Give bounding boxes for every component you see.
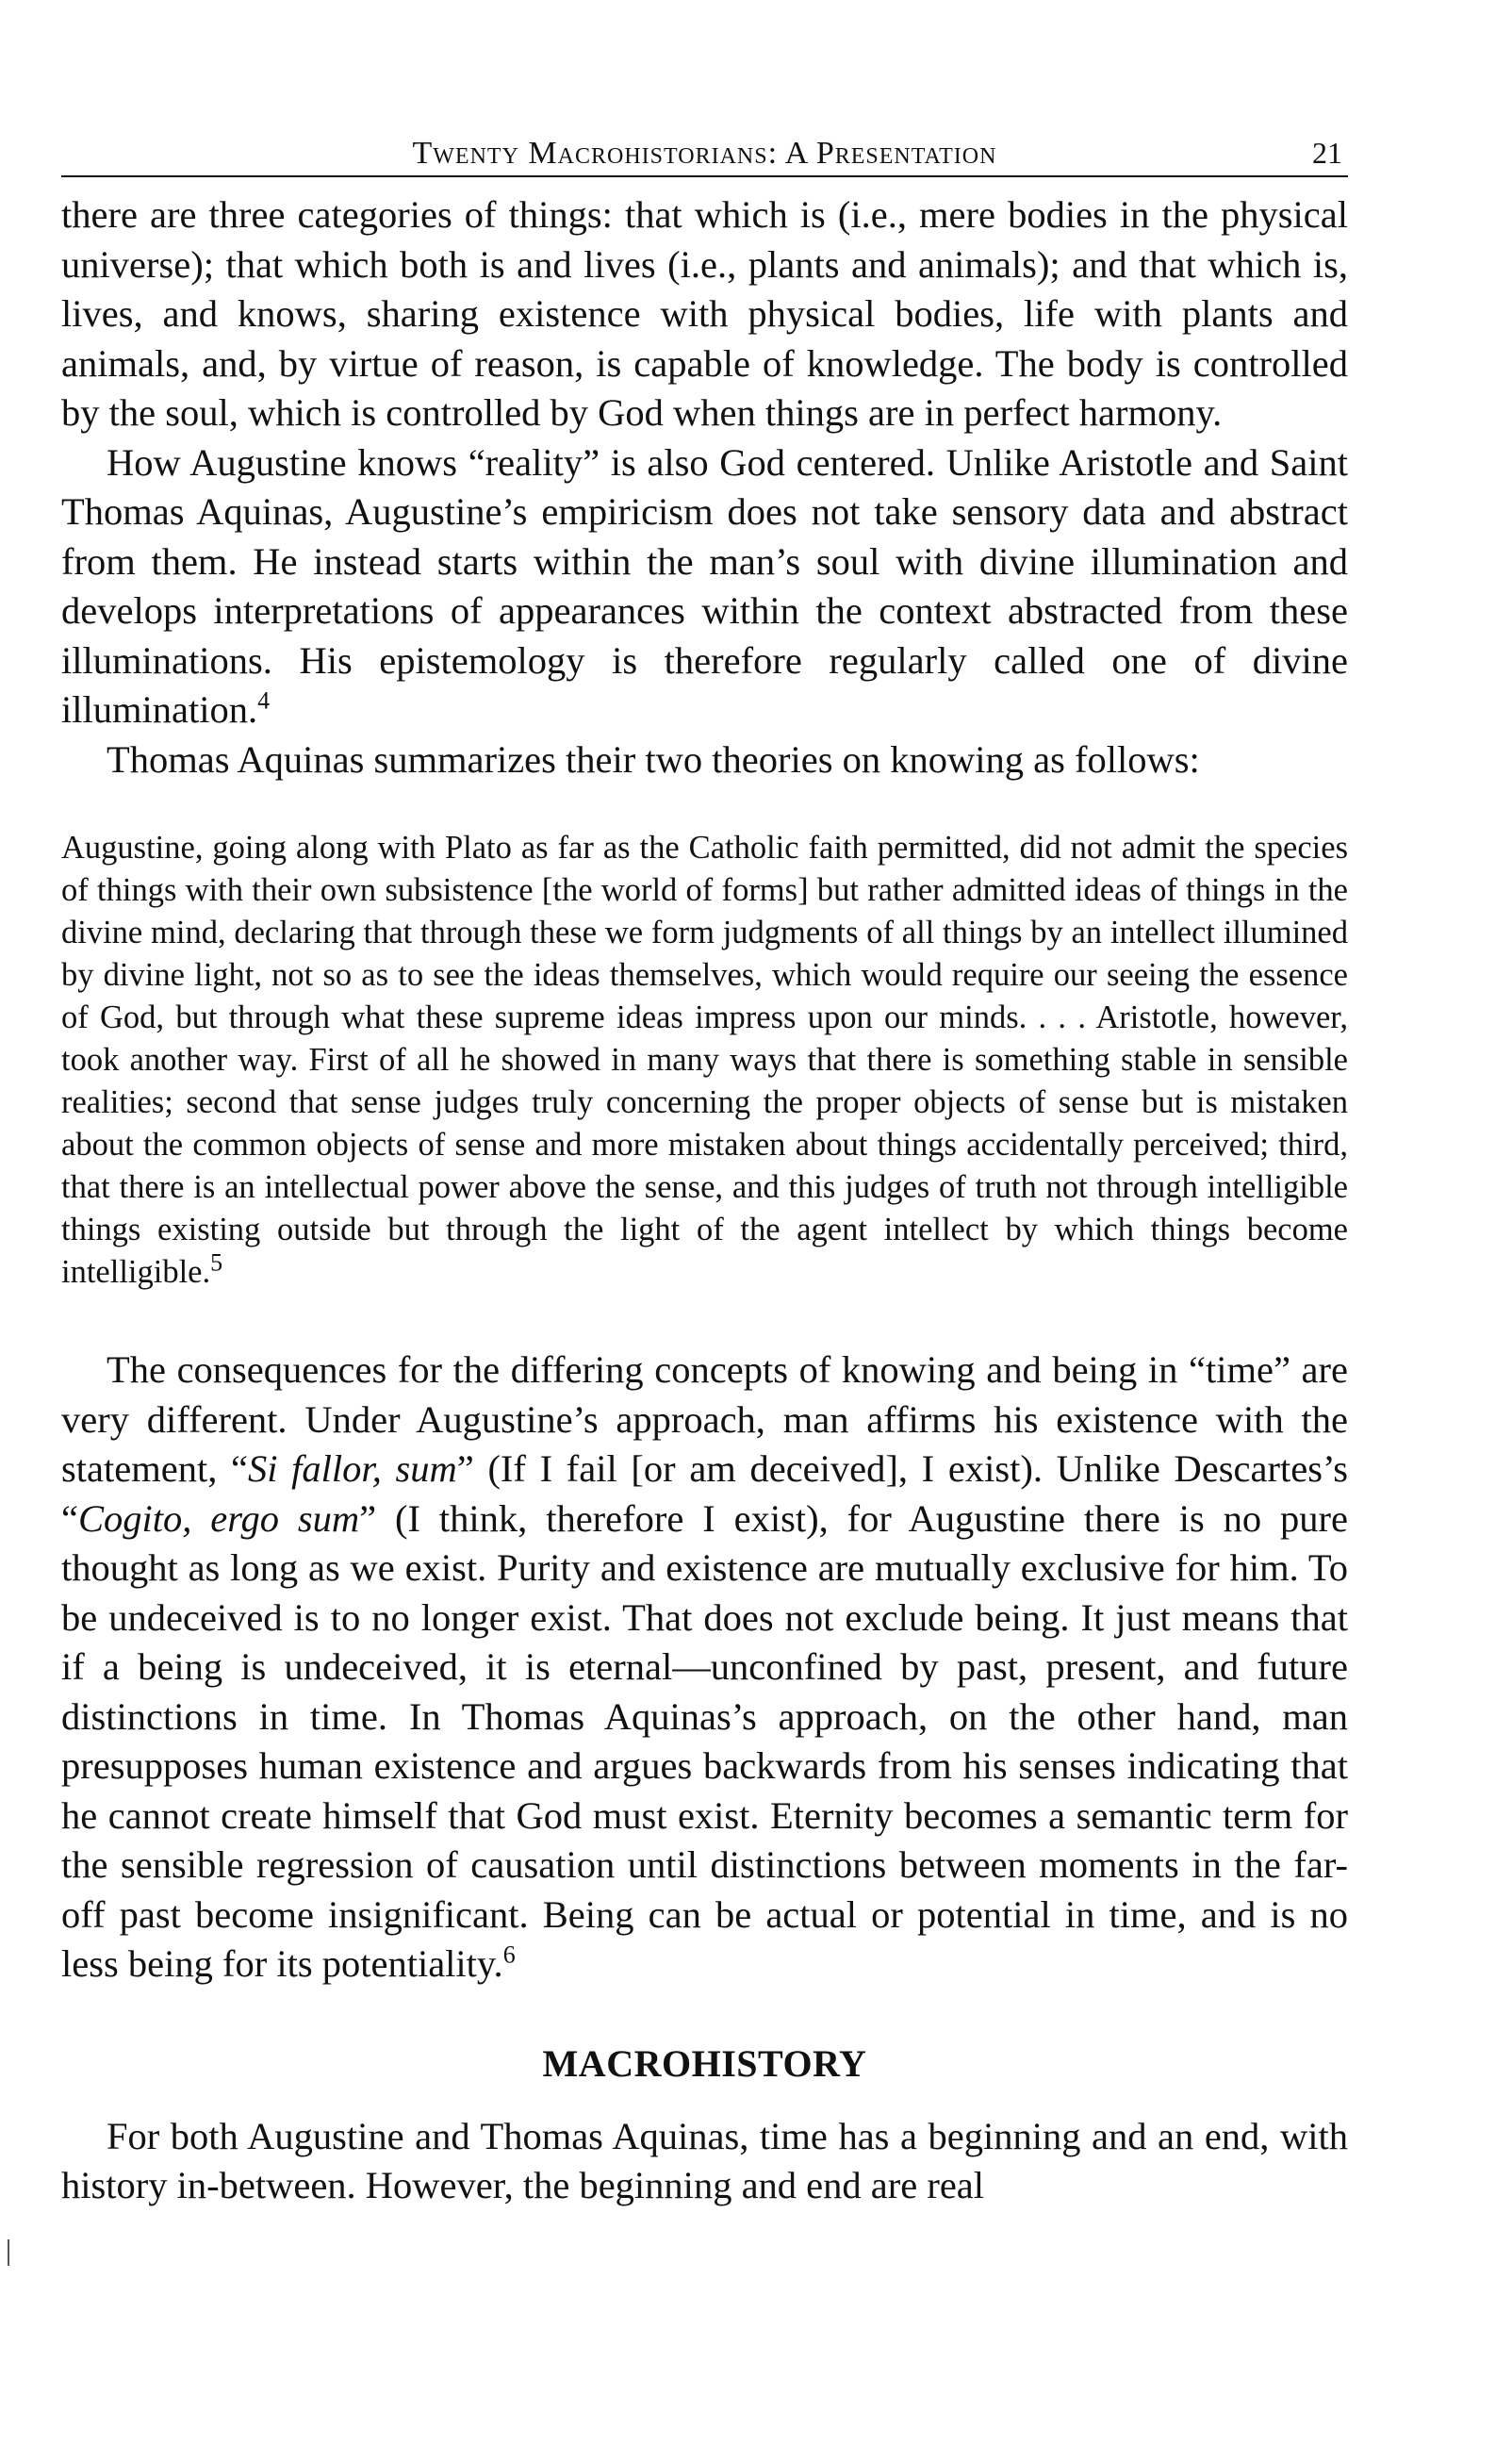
paragraph-1: there are three categories of things: that which is (i.e., mere bodies in the physical universe); that which both is and lives (i.e., plants and animals); and that which is, lives, and knows, sharing existence with physical bodies, life with plants and animals, and, by virtue of reason, is capable of knowledge. The body is controlled by the soul, which is controlled by God when things are in perfect harmony. [61, 193, 1348, 434]
paragraph-4 [61, 1346, 1348, 1990]
book-page [61, 130, 1348, 2211]
paragraph-3: Thomas Aquinas summarizes their two theories on knowing as follows: [107, 737, 1200, 781]
paragraph-2-text: How Augustine knows “reality” is also God centered. Unlike Aristotle and Saint Thomas Aquinas, Augustine’s empiricism does not take sensory data and abstract from them. He instead starts within the man’s soul with divine illumination and develops interpretations of appearances within the context abstracted from these illuminations. His epistemology is therefore regularly called one of divine illumination. [61, 440, 1348, 731]
running-title: Twenty Macrohistorians: A Presentation [412, 136, 997, 171]
section-heading: MACROHISTORY [542, 2041, 867, 2085]
paragraph-4-part1: The consequences for the differing concepts of knowing and being in “time” are very different. Under Augustine’s approach, man affirms his existence with the statement, “ [61, 1348, 1348, 1490]
footnote-ref-4: 4 [257, 686, 271, 715]
latin-si-fallor-sum: Si fallor, sum [247, 1447, 457, 1490]
footnote-ref-6: 6 [502, 1940, 516, 1969]
margin-mark [8, 2239, 9, 2266]
running-header [61, 130, 1348, 177]
paragraph-5: For both Augustine and Thomas Aquinas, time has a beginning and an end, with history in-between. However, the beginning and end are real [61, 2114, 1348, 2206]
paragraph-4-part2: ” (If I fail [or am deceived], I exist). Unlike Descartes’s “ [61, 1447, 1348, 1540]
paragraph-4-part3: ” (I think, therefore I exist), for Augustine there is no pure thought as long as we exist. Purity and existence are mutually exclusive for him. To be undeceived is to no longer exist. That does not exclude being. It just means that if a being is undeceived, it is eternal—unconfined by past, present, and future distinctions in time. In Thomas Aquinas’s approach, on the other hand, man presupposes human existence and argues backwards from his senses indicating that he cannot create himself that God must exist. Eternity becomes a semantic term for the sensible regression of causation until distinctions between moments in the far-off past become insignificant. Being can be actual or potential in time, and is no less being for its potentiality. [61, 1496, 1348, 1985]
block-quote-text: Augustine, going along with Plato as far as the Catholic faith permitted, did not admit the species of things with their own subsistence [the world of forms] but rather admitted ideas of things in the divine mind, declaring that through these we form judgments of all things by an intellect illumined by divine light, not so as to see the ideas themselves, which would require our seeing the essence of God, but through what these supreme ideas impress upon our minds. . . . Aristotle, however, took another way. First of all he showed in many ways that there is something stable in sensible realities; second that sense judges truly concerning the proper objects of sense but is mistaken about the common objects of sense and more mistaken about things accidentally perceived; third, that there is an intellectual power above the sense, and this judges of truth not through intelligible things existing outside but through the light of the agent intellect by which things become intelligible. [61, 830, 1348, 1290]
page-number: 21 [1312, 136, 1342, 170]
latin-cogito-ergo-sum: Cogito, ergo sum [77, 1496, 360, 1540]
block-quote [61, 827, 1348, 1294]
paragraph-2 [61, 438, 1348, 735]
footnote-ref-5: 5 [210, 1248, 223, 1277]
